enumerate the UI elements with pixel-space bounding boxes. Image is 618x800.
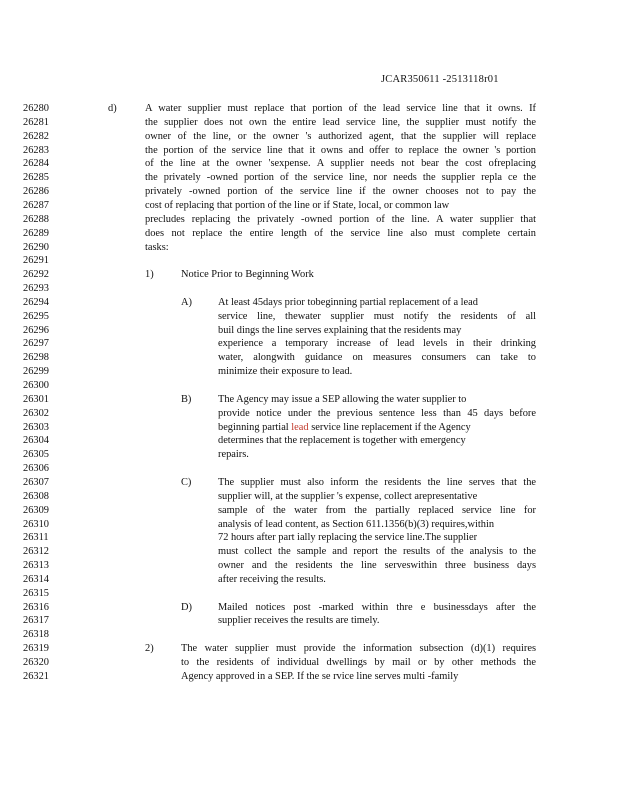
- line-text: determines that the replacement is together with emergency: [218, 435, 466, 447]
- highlighted-word: lead: [291, 421, 309, 433]
- document-line: [0, 130, 618, 144]
- document-line: [0, 421, 618, 435]
- document-line: [0, 282, 618, 296]
- document-line: [0, 656, 618, 670]
- line-text: cost of replacing that portion of the line or if State, local, or common law: [145, 199, 450, 211]
- line-number: 26314: [23, 573, 49, 585]
- document-line: [0, 116, 618, 130]
- line-text: repairs.: [218, 449, 249, 461]
- document-id: JCAR350611 -2513118r01: [381, 74, 499, 85]
- line-number: 26281: [23, 116, 49, 128]
- document-line: [0, 144, 618, 158]
- line-text: service line, thewater supplier must notify the residents of all: [218, 310, 536, 322]
- line-text: does not replace the entire length of the service line also must complete certain: [145, 227, 536, 239]
- document-line: [0, 227, 618, 241]
- line-text: of the line at the owner 'sexpense. A supplier needs not bear the cost ofreplacing: [145, 158, 536, 170]
- line-number: 26317: [23, 615, 49, 627]
- document-line: [0, 504, 618, 518]
- line-text: owner and the residents the line serveswithin three business days: [218, 560, 536, 572]
- document-line: [0, 518, 618, 532]
- document-line: [0, 573, 618, 587]
- document-line: [0, 268, 618, 282]
- document-line: [0, 587, 618, 601]
- line-number: 26282: [23, 130, 49, 142]
- line-number: 26303: [23, 421, 49, 433]
- line-number: 26300: [23, 380, 49, 391]
- document-line: [0, 241, 618, 255]
- line-text: 72 hours after part ially replacing the service line.The supplier: [218, 532, 478, 544]
- document-line: [0, 628, 618, 642]
- line-text: tasks:: [145, 241, 169, 253]
- line-number: 26284: [23, 158, 49, 170]
- line-number: 26310: [23, 518, 49, 530]
- line-text: privately -owned portion of the service line if the owner chooses not to pay the: [145, 186, 536, 198]
- document-line: [0, 337, 618, 351]
- line-text: precludes replacing the privately -owned portion of the line. A water supplier that: [145, 213, 536, 225]
- line-number: 26309: [23, 504, 49, 516]
- line-number: 26288: [23, 213, 49, 225]
- line-number: 26313: [23, 560, 49, 572]
- line-text: the portion of the service line that it owns and offer to replace the owner 's portion: [145, 144, 536, 156]
- section-label: C): [181, 476, 192, 488]
- line-text: experience a temporary increase of lead levels in their drinking: [218, 338, 536, 350]
- document-line: [0, 324, 618, 338]
- line-number: 26289: [23, 227, 49, 239]
- line-text: At least 45days prior tobeginning partial replacement of a lead: [218, 296, 478, 308]
- line-text: sample of the water from the partially replaced service line for: [218, 504, 536, 516]
- line-number: 26316: [23, 601, 49, 613]
- line-number: 26301: [23, 393, 49, 405]
- line-number: 26293: [23, 283, 49, 295]
- line-number: 26287: [23, 199, 49, 211]
- section-label: D): [181, 601, 192, 613]
- section-label: d): [108, 103, 117, 114]
- section-label: 1): [145, 269, 154, 281]
- document-line: [0, 559, 618, 573]
- line-text: buil dings the line serves explaining that the residents may: [218, 324, 462, 336]
- line-text-part: beginning partial: [218, 421, 292, 433]
- line-text: Notice Prior to Beginning Work: [181, 269, 314, 281]
- document-line: [0, 670, 618, 684]
- line-number: 26292: [23, 269, 49, 281]
- line-text: water, alongwith guidance on measures consumers can take to: [218, 352, 536, 364]
- line-text-part: service line replacement if the Agency: [308, 421, 471, 433]
- line-text: to the residents of individual dwellings by mail or by other methods the: [181, 657, 536, 668]
- line-number: 26304: [23, 435, 49, 447]
- document-line: [0, 407, 618, 421]
- line-text: supplier will, at the supplier 's expense, collect arepresentative: [218, 490, 478, 502]
- document-line: [0, 393, 618, 407]
- line-text: after receiving the results.: [218, 573, 326, 585]
- document-line: [0, 296, 618, 310]
- document-line: [0, 476, 618, 490]
- line-number: 26319: [23, 643, 49, 655]
- line-text: owner of the line, or the owner 's authorized agent, that the supplier will replace: [145, 130, 536, 142]
- document-line: [0, 642, 618, 656]
- section-label: 2): [145, 643, 154, 655]
- line-number: 26311: [23, 532, 49, 544]
- line-number: 26307: [23, 476, 49, 488]
- line-number: 26297: [23, 338, 49, 350]
- document-line: [0, 462, 618, 476]
- line-number: 26306: [23, 463, 49, 475]
- line-number: 26283: [23, 144, 49, 156]
- line-text: must collect the sample and report the results of the analysis to the: [218, 546, 536, 558]
- line-text: minimize their exposure to lead.: [218, 366, 353, 378]
- line-text: The water supplier must provide the information subsection (d)(1) requires: [181, 643, 536, 655]
- document-line: [0, 102, 618, 116]
- line-text: [218, 421, 536, 435]
- document-line: [0, 379, 618, 393]
- section-label: B): [181, 393, 192, 405]
- document-line: [0, 545, 618, 559]
- line-number: 26285: [23, 172, 49, 184]
- line-number: 26291: [23, 255, 49, 267]
- line-text: the supplier does not own the entire lead service line, the supplier must notify the: [145, 116, 536, 128]
- line-number: 26302: [23, 407, 49, 419]
- document-line: [0, 365, 618, 379]
- document-line: [0, 157, 618, 171]
- line-text: supplier receives the results are timely.: [218, 615, 380, 627]
- document-line: [0, 490, 618, 504]
- document-line: [0, 448, 618, 462]
- line-text: The Agency may issue a SEP allowing the water supplier to: [218, 393, 467, 405]
- document-line: [0, 213, 618, 227]
- line-text: Mailed notices post -marked within thre e businessdays after the: [218, 601, 536, 613]
- line-number: 26286: [23, 186, 49, 198]
- document-line: [0, 351, 618, 365]
- line-number: 26280: [23, 103, 49, 114]
- document-line: [0, 531, 618, 545]
- line-text: analysis of lead content, as Section 611.1356(b)(3) requires,within: [218, 518, 495, 530]
- line-text: A water supplier must replace that portion of the lead service line that it owns. If: [145, 103, 536, 114]
- line-number: 26298: [23, 352, 49, 364]
- section-label: A): [181, 296, 192, 308]
- line-text: the privately -owned portion of the service line, nor needs the supplier repla ce the: [145, 172, 536, 184]
- document-line: [0, 171, 618, 185]
- line-number: 26305: [23, 449, 49, 461]
- line-text: The supplier must also inform the residents the line serves that the: [218, 476, 536, 488]
- line-text: Agency approved in a SEP. If the se rvice line serves multi -family: [181, 670, 459, 682]
- line-number: 26295: [23, 310, 49, 322]
- document-line: [0, 254, 618, 268]
- document-line: [0, 185, 618, 199]
- line-number: 26296: [23, 324, 49, 336]
- document-line: [0, 614, 618, 628]
- line-number: 26294: [23, 296, 49, 308]
- line-number: 26320: [23, 657, 49, 668]
- document-line: [0, 434, 618, 448]
- line-number: 26315: [23, 587, 49, 599]
- document-line: [0, 601, 618, 615]
- document-line: [0, 199, 618, 213]
- line-number: 26321: [23, 670, 49, 682]
- line-number: 26290: [23, 241, 49, 253]
- line-text: provide notice under the previous sentence less than 45 days before: [218, 407, 536, 419]
- line-number: 26318: [23, 629, 49, 641]
- line-number: 26312: [23, 546, 49, 558]
- line-number: 26299: [23, 366, 49, 378]
- document-line: [0, 310, 618, 324]
- line-number: 26308: [23, 490, 49, 502]
